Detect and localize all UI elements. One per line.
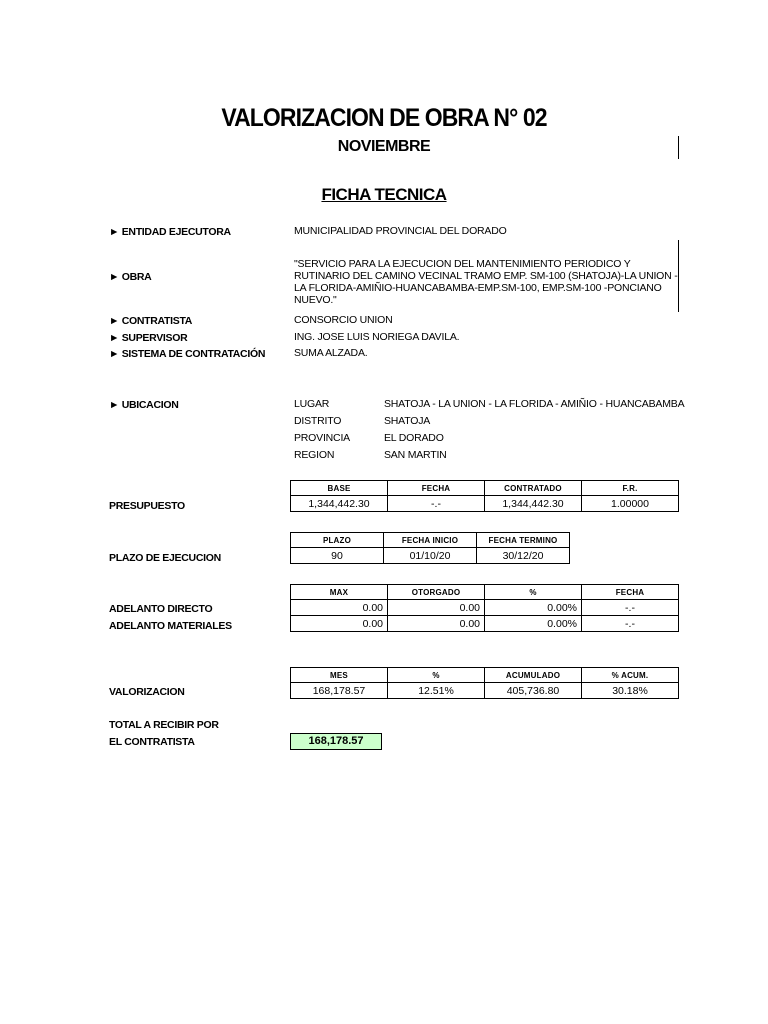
header-fecha-termino: FECHA TERMINO bbox=[477, 533, 570, 548]
entidad-label: ► ENTIDAD EJECUTORA bbox=[109, 226, 231, 238]
header-percent-acum: % ACUM. bbox=[582, 668, 679, 683]
header-fecha: FECHA bbox=[582, 585, 679, 600]
ubicacion-value-lugar: SHATOJA - LA UNION - LA FLORIDA - AMIÑIO - HUANCABAMBA bbox=[384, 398, 685, 410]
cell-otorgado: 0.00 bbox=[388, 600, 485, 616]
document-title: VALORIZACION DE OBRA N° 02 bbox=[221, 104, 547, 132]
sistema-value: SUMA ALZADA. bbox=[294, 347, 368, 359]
month-subtitle: NOVIEMBRE bbox=[337, 138, 431, 155]
total-label-line1: TOTAL A RECIBIR POR bbox=[109, 719, 219, 731]
cell-fecha: -.- bbox=[582, 616, 679, 632]
table-row bbox=[291, 600, 679, 616]
header-mes: MES bbox=[291, 668, 388, 683]
table-row bbox=[291, 496, 679, 512]
cell-fr: 1.00000 bbox=[582, 496, 679, 512]
cell-fecha-inicio: 01/10/20 bbox=[384, 548, 477, 564]
cell-base: 1,344,442.30 bbox=[291, 496, 388, 512]
cell-fecha: -.- bbox=[388, 496, 485, 512]
obra-label: ► OBRA bbox=[109, 271, 152, 283]
header-fecha: FECHA bbox=[388, 481, 485, 496]
table-header-row bbox=[291, 533, 570, 548]
ubicacion-value-provincia: EL DORADO bbox=[384, 432, 444, 444]
adelanto-materiales-label: ADELANTO MATERIALES bbox=[109, 620, 232, 632]
cell-plazo: 90 bbox=[291, 548, 384, 564]
header-base: BASE bbox=[291, 481, 388, 496]
presupuesto-label: PRESUPUESTO bbox=[109, 500, 185, 512]
sistema-label: ► SISTEMA DE CONTRATACIÓN bbox=[109, 348, 266, 360]
supervisor-label: ► SUPERVISOR bbox=[109, 332, 188, 344]
header-percent: % bbox=[485, 585, 582, 600]
cell-fecha-termino: 30/12/20 bbox=[477, 548, 570, 564]
cell-max: 0.00 bbox=[291, 616, 388, 632]
cell-percent: 0.00% bbox=[485, 600, 582, 616]
plazo-table bbox=[290, 532, 570, 564]
ubicacion-value-region: SAN MARTIN bbox=[384, 449, 447, 461]
cell-otorgado: 0.00 bbox=[388, 616, 485, 632]
table-header-row bbox=[291, 668, 679, 683]
section-heading: FICHA TECNICA bbox=[321, 185, 447, 204]
header-plazo: PLAZO bbox=[291, 533, 384, 548]
header-otorgado: OTORGADO bbox=[388, 585, 485, 600]
ubicacion-key-region: REGION bbox=[294, 449, 335, 461]
valorizacion-table bbox=[290, 667, 679, 699]
entidad-value: MUNICIPALIDAD PROVINCIAL DEL DORADO bbox=[294, 225, 507, 237]
cell-percent: 12.51% bbox=[388, 683, 485, 699]
vertical-rule-obra bbox=[678, 240, 679, 312]
cell-max: 0.00 bbox=[291, 600, 388, 616]
vertical-rule-top bbox=[678, 136, 679, 159]
cell-percent: 0.00% bbox=[485, 616, 582, 632]
plazo-label: PLAZO DE EJECUCION bbox=[109, 552, 221, 564]
table-row bbox=[291, 616, 679, 632]
adelanto-directo-label: ADELANTO DIRECTO bbox=[109, 603, 213, 615]
ubicacion-key-distrito: DISTRITO bbox=[294, 415, 342, 427]
adelantos-table bbox=[290, 584, 679, 632]
total-amount-box: 168,178.57 bbox=[290, 733, 382, 750]
table-row bbox=[291, 683, 679, 699]
obra-value: "SERVICIO PARA LA EJECUCION DEL MANTENIMIENTO PERIODICO Y RUTINARIO DEL CAMINO VECINAL TRAMO EMP. SM-100 (SHATOJA)-LA UNION -LA FLORIDA-AMIÑIO-HUANCABAMBA-EMP.SM-100, EMP.SM-100 -PONCIANO NUEVO." bbox=[294, 258, 678, 306]
cell-acumulado: 405,736.80 bbox=[485, 683, 582, 699]
supervisor-value: ING. JOSE LUIS NORIEGA DAVILA. bbox=[294, 331, 460, 343]
valorizacion-label: VALORIZACION bbox=[109, 686, 185, 698]
cell-fecha: -.- bbox=[582, 600, 679, 616]
table-header-row bbox=[291, 585, 679, 600]
header-acumulado: ACUMULADO bbox=[485, 668, 582, 683]
cell-contratado: 1,344,442.30 bbox=[485, 496, 582, 512]
table-header-row bbox=[291, 481, 679, 496]
contratista-label: ► CONTRATISTA bbox=[109, 315, 193, 327]
header-fr: F.R. bbox=[582, 481, 679, 496]
total-label-line2: EL CONTRATISTA bbox=[109, 736, 195, 748]
header-contratado: CONTRATADO bbox=[485, 481, 582, 496]
ubicacion-label: ► UBICACION bbox=[109, 399, 179, 411]
presupuesto-table bbox=[290, 480, 679, 512]
ubicacion-value-distrito: SHATOJA bbox=[384, 415, 431, 427]
cell-mes: 168,178.57 bbox=[291, 683, 388, 699]
ubicacion-key-lugar: LUGAR bbox=[294, 398, 330, 410]
cell-percent-acum: 30.18% bbox=[582, 683, 679, 699]
ubicacion-key-provincia: PROVINCIA bbox=[294, 432, 350, 444]
header-max: MAX bbox=[291, 585, 388, 600]
table-row bbox=[291, 548, 570, 564]
contratista-value: CONSORCIO UNION bbox=[294, 314, 393, 326]
header-fecha-inicio: FECHA INICIO bbox=[384, 533, 477, 548]
header-percent: % bbox=[388, 668, 485, 683]
